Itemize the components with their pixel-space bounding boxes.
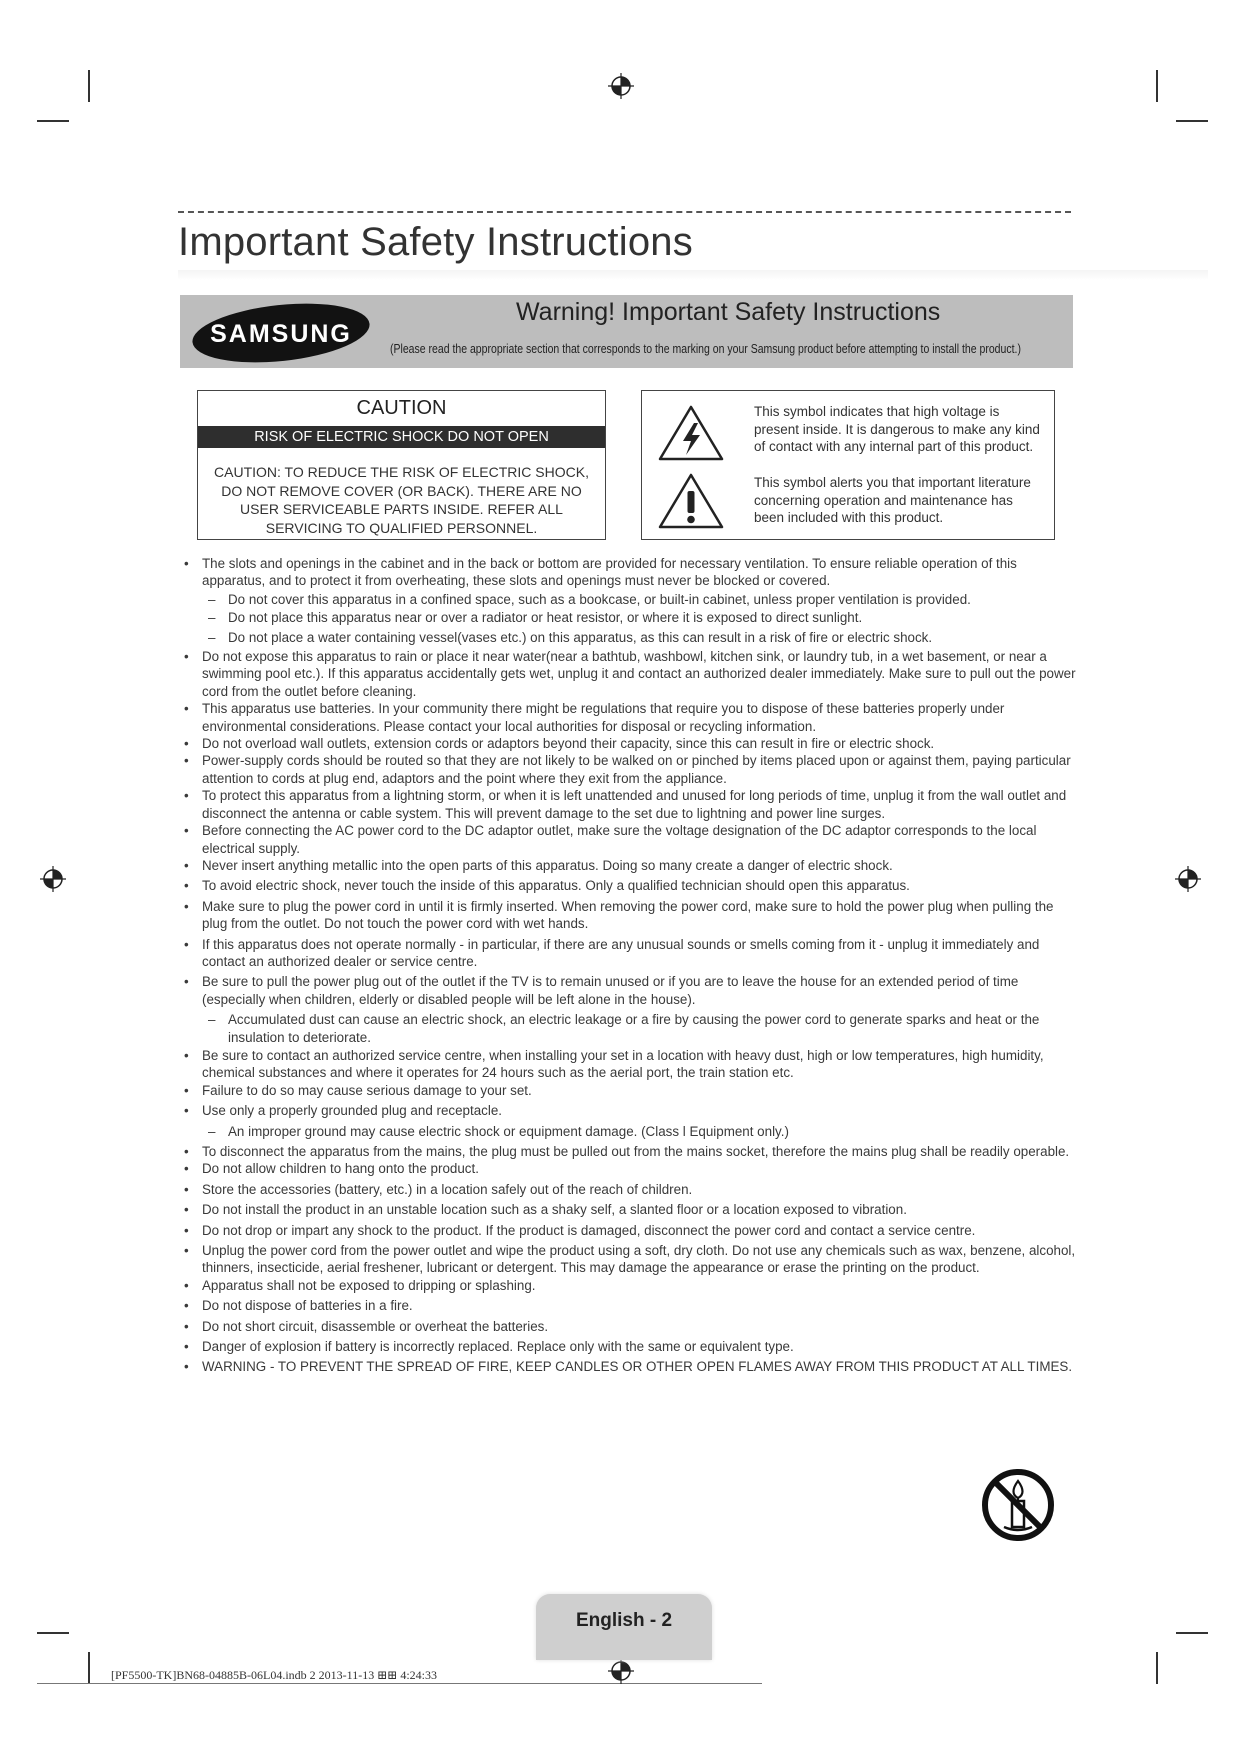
list-item-text: Danger of explosion if battery is incorrectly replaced. Replace only with the same or equivalent type.: [202, 1339, 794, 1355]
banner-title: Warning! Important Safety Instructions: [516, 298, 941, 326]
exclamation-warning-icon: [656, 471, 726, 531]
sub-list-item: [184, 609, 1076, 626]
bullet-marker: •: [184, 857, 189, 873]
bullet-marker: •: [184, 1243, 189, 1259]
registration-mark-icon: [1175, 866, 1201, 892]
list-item-text: To disconnect the apparatus from the mains, the plug must be pulled out from the mains socket, therefore the mains plug shall be readily operable.: [202, 1144, 1070, 1159]
list-item-text: Before connecting the AC power cord to the DC adaptor outlet, make sure the voltage designation of the DC adaptor corresponds to the local electrical supply.: [202, 823, 1037, 856]
literature-alert-description: This symbol alerts you that important literature concerning operation and maintenance has been included with this product.: [754, 475, 1031, 525]
bullet-marker: •: [184, 878, 189, 894]
title-dashed-rule: [178, 211, 1071, 213]
dash-marker: –: [208, 629, 216, 645]
bullet-marker: •: [184, 753, 189, 769]
list-item-text: Do not dispose of batteries in a fire.: [202, 1298, 413, 1314]
list-item: [184, 898, 1076, 933]
list-item: [184, 877, 1076, 894]
page-number-label: English - 2: [575, 1610, 673, 1631]
crop-mark: [1176, 1632, 1208, 1634]
page-number-tab: [536, 1594, 712, 1660]
list-item: [184, 752, 1076, 787]
caution-box: [197, 390, 606, 540]
list-item-text: Do not cover this apparatus in a confined space, such as a bookcase, or built-in cabinet, unless proper ventilation is provided.: [228, 591, 971, 607]
list-item-text: Make sure to plug the power cord in until it is firmly inserted. When removing the power cord, make sure to hold the power plug when pulling the plug from the outlet. Do not touch the power cord with wet hands.: [202, 898, 1054, 932]
list-item-text: Store the accessories (battery, etc.) in a location safely out of the reach of children.: [202, 1181, 693, 1197]
symbol-legend-box: [641, 390, 1055, 540]
list-item: [184, 1082, 1076, 1099]
list-item-text: Be sure to contact an authorized service centre, when installing your set in a location with heavy dust, high or low temperatures, high humidity, chemical substances and where it operates for 24 hours such as the aerial port, the train station etc.: [202, 1047, 1044, 1081]
bullet-marker: •: [184, 1047, 189, 1063]
bullet-marker: •: [184, 1103, 189, 1119]
list-item: [184, 1297, 1076, 1314]
safety-instructions-list: [184, 555, 1076, 1376]
list-item-text: Do not install the product in an unstable location such as a shaky self, a slanted floor or a location exposed to vibration.: [202, 1202, 907, 1218]
list-item-text: To avoid electric shock, never touch the inside of this apparatus. Only a qualified technician should open this apparatus.: [202, 878, 910, 894]
bullet-marker: •: [184, 823, 189, 839]
list-item: [184, 1201, 1076, 1218]
bullet-marker: •: [184, 898, 189, 914]
bullet-marker: •: [184, 974, 189, 990]
sub-list-item: [184, 1123, 1076, 1140]
banner-subtitle: (Please read the appropriate section that corresponds to the marking on your Samsung product before attempting to install the product.): [390, 342, 1021, 356]
list-item: [184, 1242, 1076, 1277]
caution-risk-bar: RISK OF ELECTRIC SHOCK DO NOT OPEN: [198, 426, 605, 448]
list-item-text: Unplug the power cord from the power outlet and wipe the product using a soft, dry cloth. Do not use any chemicals such as wax, benzene, alcohol, thinners, insecticide, aerial freshener, lubricant or detergent. This may damage the appearance or erase the printing on the product.: [202, 1243, 1076, 1276]
list-item-text: Apparatus shall not be exposed to dripping or splashing.: [202, 1277, 536, 1293]
warning-banner: [180, 295, 1073, 368]
list-item-text: Do not allow children to hang onto the product.: [202, 1161, 479, 1177]
list-item-text: Do not expose this apparatus to rain or place it near water(near a bathtub, washbowl, kitchen sink, or laundry tub, in a wet basement, or near a swimming pool etc.). If this apparatus accidentally gets wet, unplug it and contact an authorized dealer immediately. Make sure to pull out the power cord from the outlet before cleaning.: [202, 649, 1076, 699]
list-item-text: Do not overload wall outlets, extension cords or adaptors beyond their capacity, since this can result in fire or electric shock.: [202, 736, 935, 752]
list-item-text: If this apparatus does not operate normally - in particular, if there are any unusual sounds or smells coming from it - unplug it immediately and contact an authorized dealer or service centre.: [202, 936, 1040, 969]
list-item: [184, 1318, 1076, 1335]
bullet-marker: •: [184, 1222, 189, 1238]
bullet-marker: •: [184, 1144, 189, 1159]
list-item: [184, 787, 1076, 822]
list-item-text: Accumulated dust can cause an electric shock, an electric leakage or a fire by causing the power cord to generate sparks and heat or the insulation to deteriorate.: [228, 1012, 1040, 1045]
page-title: Important Safety Instructions: [178, 220, 693, 264]
list-item: [184, 1160, 1076, 1177]
bullet-marker: •: [184, 1318, 189, 1334]
list-item-text: Use only a properly grounded plug and receptacle.: [202, 1103, 502, 1119]
list-item: [184, 1222, 1076, 1239]
list-item-text: This apparatus use batteries. In your community there might be regulations that require you to dispose of these batteries properly under environmental considerations. Please contact your local authorities for disposal or recycling information.: [202, 701, 1005, 734]
list-item: [184, 648, 1076, 700]
registration-mark-icon: [40, 866, 66, 892]
dash-marker: –: [208, 1123, 216, 1139]
dash-marker: –: [208, 591, 216, 607]
list-item: [184, 1277, 1076, 1294]
caution-text: CAUTION: TO REDUCE THE RISK OF ELECTRIC SHOCK, DO NOT REMOVE COVER (OR BACK). THERE ARE NO USER SERVICEABLE PARTS INSIDE. REFER ALL SERVICING TO QUALIFIED PERSONNEL.: [214, 464, 589, 536]
list-item: [184, 735, 1076, 752]
bullet-marker: •: [184, 1339, 189, 1355]
bullet-marker: •: [184, 649, 189, 665]
bullet-marker: •: [184, 556, 189, 571]
list-item: [184, 700, 1076, 735]
list-item: [184, 1338, 1076, 1355]
bullet-marker: •: [184, 1181, 189, 1197]
registration-mark-icon: [608, 1658, 634, 1684]
list-item-text: Do not place a water containing vessel(vases etc.) on this apparatus, as this can result in a risk of fire or electric shock.: [228, 629, 933, 645]
bullet-marker: •: [184, 788, 189, 804]
bullet-marker: •: [184, 1161, 189, 1177]
list-item-text: Do not short circuit, disassemble or overheat the batteries.: [202, 1318, 549, 1334]
list-item: [184, 1358, 1076, 1375]
list-item-text: Be sure to pull the power plug out of the outlet if the TV is to remain unused or if you are to leave the house for an extended period of time (especially when children, elderly or disabled people will be left alone in the house).: [202, 974, 1019, 1007]
high-voltage-description: This symbol indicates that high voltage is present inside. It is dangerous to make any kind of contact with any internal part of this product.: [754, 404, 1040, 454]
bullet-marker: •: [184, 936, 189, 952]
list-item-text: To protect this apparatus from a lightning storm, or when it is left unattended and unused for long periods of time, unplug it from the wall outlet and disconnect the antenna or cable system. This will prevent damage to the set due to lightning and power line surges.: [202, 788, 1067, 821]
list-item: [184, 1143, 1076, 1160]
crop-mark: [37, 120, 69, 122]
list-item-text: Never insert anything metallic into the open parts of this apparatus. Doing so many create a danger of electric shock.: [202, 857, 893, 873]
list-item: [184, 1102, 1076, 1119]
crop-mark: [1156, 70, 1158, 102]
crop-mark: [37, 1632, 69, 1634]
list-item-text: Power-supply cords should be routed so that they are not likely to be walked on or pinched by items placed upon or against them, paying particular attention to cords at plug end, adaptors and the point where they exit from the appliance.: [202, 753, 1071, 786]
crop-mark: [1156, 1652, 1158, 1684]
list-item-text: An improper ground may cause electric shock or equipment damage. (Class l Equipment only.): [228, 1123, 789, 1139]
list-item: [184, 973, 1076, 1008]
dash-marker: –: [208, 610, 216, 626]
bullet-marker: •: [184, 1298, 189, 1314]
print-info: [PF5500-TK]BN68-04885B-06L04.indb 2 2013-11-13 ⊞⊞ 4:24:33: [111, 1668, 437, 1682]
title-shadow: [178, 270, 1208, 280]
no-open-flame-icon: [980, 1467, 1056, 1543]
list-item: [184, 857, 1076, 874]
crop-mark: [88, 1652, 90, 1684]
bullet-marker: •: [184, 1277, 189, 1293]
caution-title: CAUTION: [356, 397, 447, 419]
list-item-text: Do not place this apparatus near or over a radiator or heat resistor, or where it is exposed to direct sunlight.: [228, 610, 863, 626]
samsung-logo-text: SAMSUNG: [210, 320, 352, 348]
bullet-marker: •: [184, 701, 189, 717]
crop-mark: [37, 1683, 762, 1684]
high-voltage-icon: [656, 403, 726, 463]
dash-marker: –: [208, 1012, 216, 1028]
list-item: [184, 822, 1076, 857]
registration-mark-icon: [608, 73, 634, 99]
list-item-text: Do not drop or impart any shock to the product. If the product is damaged, disconnect the power cord and contact a service centre.: [202, 1222, 976, 1238]
bullet-marker: •: [184, 1082, 189, 1098]
list-item: [184, 1047, 1076, 1082]
sub-list-item: [184, 1011, 1076, 1046]
list-item: [184, 1181, 1076, 1198]
bullet-marker: •: [184, 1359, 189, 1375]
bullet-marker: •: [184, 736, 189, 752]
crop-mark: [1176, 120, 1208, 122]
list-item: [184, 555, 1076, 590]
sub-list-item: [184, 591, 1076, 608]
samsung-logo: [190, 303, 373, 363]
bullet-marker: •: [184, 1202, 189, 1218]
list-item-text: The slots and openings in the cabinet and in the back or bottom are provided for necessary ventilation. To ensure reliable operation of this apparatus, and to protect it from overheating, these slots and openings must never be blocked or covered.: [202, 556, 1017, 589]
list-item-text: WARNING - TO PREVENT THE SPREAD OF FIRE, KEEP CANDLES OR OTHER OPEN FLAMES AWAY FROM THIS PRODUCT AT ALL TIMES.: [202, 1359, 1073, 1375]
sub-list-item: [184, 629, 1076, 646]
list-item-text: Failure to do so may cause serious damage to your set.: [202, 1082, 532, 1098]
crop-mark: [88, 70, 90, 102]
list-item: [184, 936, 1076, 971]
